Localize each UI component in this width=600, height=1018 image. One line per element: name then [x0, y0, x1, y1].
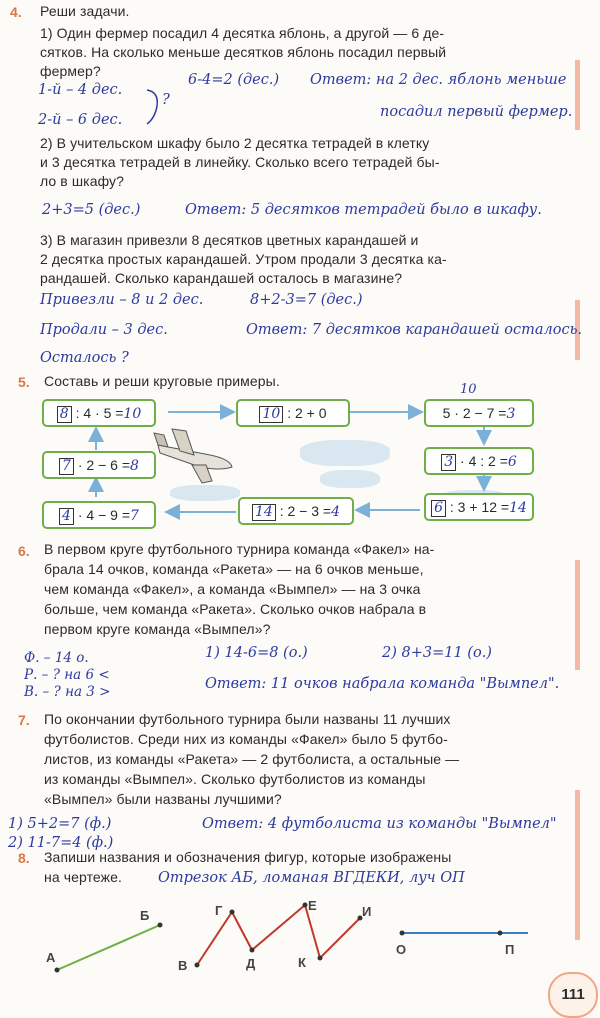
task-text: брала 14 очков, команда «Ракета» — на 6 очков меньше, [44, 561, 424, 577]
handwritten-answer: Ответ: на 2 дес. яблонь меньше [310, 72, 567, 88]
task-text: 2 десятка простых карандашей. Утром продали 3 десятка ка- [40, 251, 447, 267]
task-number: 8. [18, 850, 30, 866]
task-text: ло в шкафу? [40, 173, 125, 189]
handwritten-answer: Ответ: 4 футболиста из команды "Вымпел" [202, 816, 557, 832]
handwritten-calc: 1) 14-6=8 (о.) [205, 645, 308, 661]
task-number: 6. [18, 543, 30, 559]
task-text: Запиши названия и обозначения фигур, которые изображены [44, 849, 452, 865]
circle-example-box: 3 · 4 : 2 =6 [424, 447, 534, 475]
segment-ab [57, 925, 160, 970]
handwritten-note: Ф. – 14 о. [24, 650, 89, 666]
task-text: листов, из команды «Ракета» — 2 футболиста, а остальные — [44, 751, 460, 767]
task-text: рандашей. Сколько карандашей осталось в магазине? [40, 270, 403, 286]
handwritten-calc: 2) 11-7=4 (ф.) [8, 835, 114, 851]
point-label: А [46, 950, 56, 965]
point-label: О [396, 942, 407, 957]
task-text: чем команда «Факел», а команда «Вымпел» — на 3 очка [44, 581, 421, 597]
handwritten-note: ? [162, 92, 170, 108]
handwritten-note: Осталось ? [40, 350, 129, 366]
handwritten-note: Продали – 3 дес. [40, 322, 168, 338]
point-label: П [505, 942, 515, 957]
task-text: «Вымпел» были названы лучшими? [44, 791, 282, 807]
handwritten-note: 10 [460, 382, 477, 397]
task-text: первом круге команда «Вымпел»? [44, 621, 271, 637]
task-text: По окончании футбольного турнира были названы 11 лучших [44, 711, 451, 727]
point-label: Б [140, 908, 150, 923]
task-text: В первом круге футбольного турнира команда «Факел» на- [44, 541, 435, 557]
circle-example-box: 4 · 4 − 9 =7 [42, 501, 156, 529]
handwritten-answer: Ответ: 11 очков набрала команда "Вымпел". [205, 676, 560, 692]
task-text: фермер? [40, 63, 101, 79]
point-label: Е [308, 898, 317, 913]
handwritten-note: 1-й – 4 дес. [38, 82, 123, 98]
handwritten-answer: Отрезок АБ, ломаная ВГДЕКИ, луч ОП [158, 870, 465, 886]
handwritten-answer: Ответ: 5 десятков тетрадей было в шкафу. [185, 202, 542, 218]
circle-example-box: 10 : 2 + 0 [236, 399, 350, 427]
task-text: из команды «Вымпел». Сколько футболистов из команды [44, 771, 426, 787]
point-label: Г [215, 903, 223, 918]
circle-example-box: 7 · 2 − 6 =8 [42, 451, 156, 479]
task-text: футболистов. Среди них из команды «Факел» было 5 футбо- [44, 731, 448, 747]
task-number: 5. [18, 374, 30, 390]
task-text: больше, чем команда «Ракета». Сколько очков набрала в [44, 601, 427, 617]
handwritten-note: Р. – ? на 6 < [24, 667, 110, 683]
circle-example-box: 5 · 2 − 7 =3 [424, 399, 534, 427]
point-label: И [362, 904, 372, 919]
handwritten-note: В. – ? на 3 > [24, 684, 111, 700]
handwritten-calc: 8+2-3=7 (дес.) [250, 292, 363, 308]
point-b [158, 923, 163, 928]
circle-example-box: 6 : 3 + 12 =14 [424, 493, 534, 521]
point-a [55, 968, 60, 973]
point-label: К [298, 955, 306, 970]
task-text: и 3 десятка тетрадей в линейку. Сколько всего тетрадей бы- [40, 154, 440, 170]
task-text: 2) В учительском шкафу было 2 десятка тетрадей в клетку [40, 135, 430, 151]
circle-example-box: 8 : 4 · 5 =10 [42, 399, 156, 427]
point-label: В [178, 958, 188, 973]
task-text: на чертеже. [44, 869, 122, 885]
handwritten-calc: 2+3=5 (дес.) [42, 202, 141, 218]
task-heading: Реши задачи. [40, 3, 130, 19]
point-label: Д [246, 956, 256, 971]
task-number: 4. [10, 4, 22, 20]
handwritten-answer: посадил первый фермер. [380, 104, 573, 120]
circle-example-box: 14 : 2 − 3 =4 [238, 497, 354, 525]
task-text: 1) Один фермер посадил 4 десятка яблонь, а другой — 6 де- [40, 25, 445, 41]
handwritten-calc: 1) 5+2=7 (ф.) [8, 816, 112, 832]
task-number: 7. [18, 712, 30, 728]
task-text: 3) В магазин привезли 8 десятков цветных карандашей и [40, 232, 419, 248]
handwritten-note: Привезли – 8 и 2 дес. [40, 292, 204, 308]
handwritten-note: 2-й – 6 дес. [38, 112, 123, 128]
handwritten-calc: 6-4=2 (дес.) [188, 72, 280, 88]
handwritten-calc: 2) 8+3=11 (о.) [382, 645, 492, 661]
task-text: сятков. На сколько меньше десятков яблонь посадил первый [40, 44, 447, 60]
handwritten-answer: Ответ: 7 десятков карандашей осталось. [246, 322, 583, 338]
task-text: Составь и реши круговые примеры. [44, 373, 280, 389]
page-number: 111 [548, 972, 598, 1018]
